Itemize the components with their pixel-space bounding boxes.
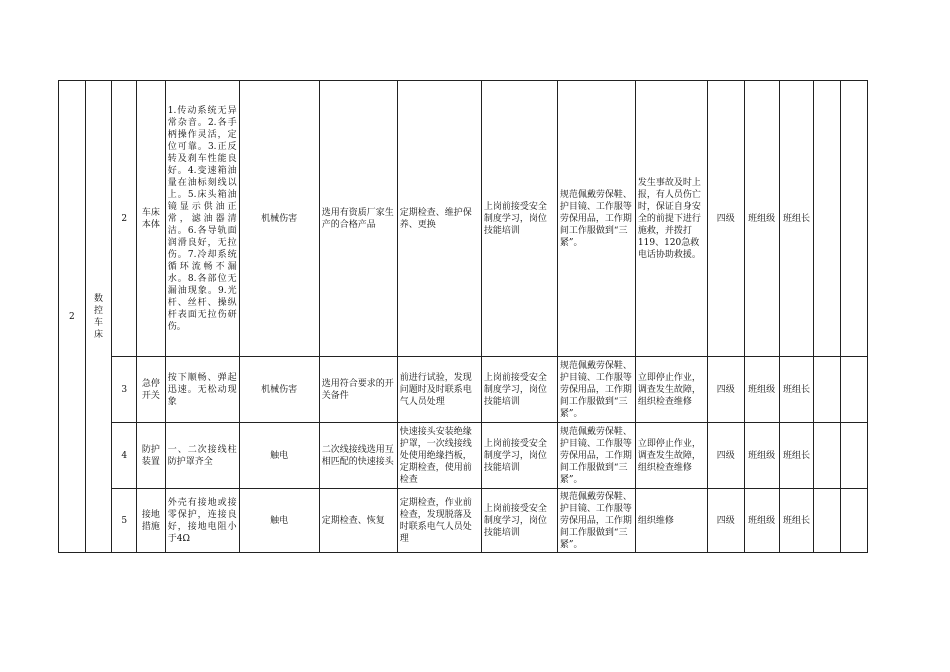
- item-control-level: 班组级: [744, 489, 779, 553]
- item-no: 2: [112, 81, 137, 357]
- empty-cell: [814, 357, 841, 423]
- item-ppe: 规范佩戴劳保鞋、护目镜、工作服等劳保用品，工作期间工作服做到“三紧”。: [557, 81, 635, 357]
- equipment-name-text: 数 控 车 床: [94, 293, 104, 340]
- table-row: [59, 423, 868, 489]
- item-control-level: 班组级: [744, 423, 779, 489]
- table-row: [59, 81, 868, 357]
- item-engineering: 选用有资质厂家生产的合格产品: [319, 81, 397, 357]
- item-no: 3: [112, 357, 137, 423]
- risk-control-table: [58, 80, 868, 553]
- item-standard: 外壳有接地或接零保护，连接良好，接地电阻小于4Ω: [165, 489, 239, 553]
- empty-cell: [841, 81, 868, 357]
- item-training: 上岗前接受安全制度学习，岗位技能培训: [481, 423, 557, 489]
- equipment-name: [85, 81, 112, 553]
- item-part: 防护装置: [137, 423, 166, 489]
- item-responsible: 班组长: [779, 81, 814, 357]
- item-level: 四级: [707, 81, 744, 357]
- item-part: 接地措施: [137, 489, 166, 553]
- table-row: [59, 489, 868, 553]
- item-emergency: 立即停止作业，调查发生故障，组织检查维修: [635, 423, 707, 489]
- item-level: 四级: [707, 357, 744, 423]
- item-responsible: 班组长: [779, 489, 814, 553]
- item-part: 急停开关: [137, 357, 166, 423]
- item-management: 快速接头安装绝缘护罩，一次线接线处使用绝缘挡板，定期检查，使用前检查: [397, 423, 481, 489]
- item-hazard: 机械伤害: [239, 357, 319, 423]
- item-engineering: 选用符合要求的开关备件: [319, 357, 397, 423]
- item-training: 上岗前接受安全制度学习，岗位技能培训: [481, 81, 557, 357]
- item-responsible: 班组长: [779, 357, 814, 423]
- item-control-level: 班组级: [744, 357, 779, 423]
- item-level: 四级: [707, 423, 744, 489]
- item-ppe: 规范佩戴劳保鞋、护目镜、工作服等劳保用品，工作期间工作服做到“三紧”。: [557, 489, 635, 553]
- item-management: 前进行试验，发现问题时及时联系电气人员处理: [397, 357, 481, 423]
- table-row: [59, 357, 868, 423]
- empty-cell: [814, 81, 841, 357]
- item-level: 四级: [707, 489, 744, 553]
- item-hazard: 机械伤害: [239, 81, 319, 357]
- item-no: 4: [112, 423, 137, 489]
- item-management: 定期检查、维护保养、更换: [397, 81, 481, 357]
- empty-cell: [841, 357, 868, 423]
- item-part: 车床本体: [137, 81, 166, 357]
- item-responsible: 班组长: [779, 423, 814, 489]
- item-training: 上岗前接受安全制度学习，岗位技能培训: [481, 357, 557, 423]
- empty-cell: [814, 423, 841, 489]
- item-standard: 按下顺畅、弹起迅速。无松动现象: [165, 357, 239, 423]
- item-ppe: 规范佩戴劳保鞋、护目镜、工作服等劳保用品，工作期间工作服做到“三紧”。: [557, 357, 635, 423]
- item-hazard: 触电: [239, 423, 319, 489]
- item-control-level: 班组级: [744, 81, 779, 357]
- item-emergency: 立即停止作业，调查发生故障，组织检查维修: [635, 357, 707, 423]
- item-no: 5: [112, 489, 137, 553]
- item-emergency: 发生事故及时上报，有人员伤亡时，保证自身安全的前提下进行施救，并拨打119、120急救电话协助救援。: [635, 81, 707, 357]
- empty-cell: [814, 489, 841, 553]
- item-training: 上岗前接受安全制度学习，岗位技能培训: [481, 489, 557, 553]
- item-management: 定期检查，作业前检查，发现脱落及时联系电气人员处理: [397, 489, 481, 553]
- group-seq: 2: [59, 81, 86, 553]
- empty-cell: [841, 489, 868, 553]
- item-standard: 1.传动系统无异常杂音。2.各手柄操作灵活，定位可靠。3.正反转及刹车性能良好。4.变速箱油量在油标刻线以上。5.床头箱油镜显示供油正常，滤油器清洁。6.各导轨面润滑良好，无拉伤。7.冷却系统循环流畅不漏水。8.各部位无漏油现象。9.光杆、丝杆、操纵杆表面无拉伤研伤。: [165, 81, 239, 357]
- item-standard: 一、二次接线柱防护罩齐全: [165, 423, 239, 489]
- item-engineering: 二次线接线选用互相匹配的快速接头: [319, 423, 397, 489]
- item-hazard: 触电: [239, 489, 319, 553]
- item-engineering: 定期检查、恢复: [319, 489, 397, 553]
- item-ppe: 规范佩戴劳保鞋、护目镜、工作服等劳保用品，工作期间工作服做到“三紧”。: [557, 423, 635, 489]
- empty-cell: [841, 423, 868, 489]
- item-emergency: 组织维修: [635, 489, 707, 553]
